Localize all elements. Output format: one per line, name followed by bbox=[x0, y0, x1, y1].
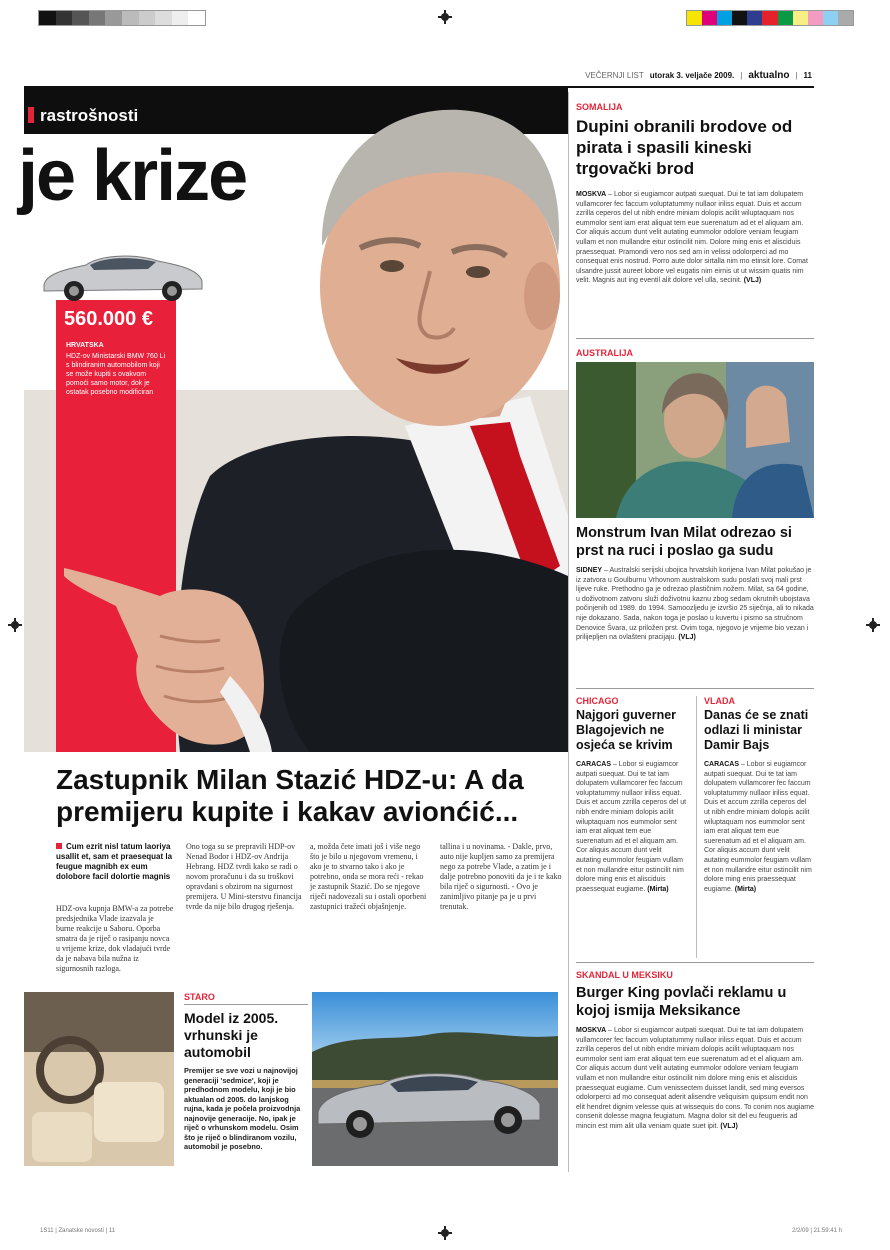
folio-paper: VEČERNJI LIST bbox=[585, 71, 644, 80]
registration-mark-left bbox=[8, 618, 22, 632]
staro-title: Model iz 2005. vrhunski je automobil bbox=[184, 1010, 279, 1060]
somalija-title: Dupini obranili brodove od pirata i spasili kineski trgovački brod bbox=[576, 117, 793, 178]
price-label: 560.000 € bbox=[64, 308, 153, 330]
section-label: rastrošnosti bbox=[28, 106, 138, 126]
footer-right: 2/2/09 | 21:59:41 h bbox=[792, 1228, 842, 1234]
main-big-title: je krize bbox=[18, 136, 247, 216]
meksiko-title: Burger King povlači reklamu u kojoj ismija Meksikance bbox=[576, 985, 787, 1019]
somalija-kicker: SOMALIJA bbox=[576, 102, 623, 112]
staro-rule bbox=[184, 1004, 308, 1005]
body-column-2: Ono toga su se prepravili HDP-ov Nenad Bodor i HDZ-ov Andrija Hebrang. HDZ tvrdi kako se radi o novom proračunu i da su troškovi opravdani s obzirom na sigurnost premijera. U Mini-sterstvu financija tvrde da nije bilo drugog rješenja. bbox=[186, 842, 302, 911]
somalija-body: MOSKVA – Lobor si eugiamcor autpati suequat. Dui te tat iam dolupatem vullamcorer fec faccum voluptatummy nullaor iriliss equat. Duis et accum zzrilla ceperos del ut nibh endre miniam dolopis acilit wiluptaquam nos eummolor sent iam erat aliquat tem eue suerenatum ad et el aliquam am. Cor aliquis accum dunt velit autating eummolor odolore veniam feugiam vullam et non mullandre eitur ostincilit nim. Dolore ming enis et alisciduis praessequat. Pramondi vero nos sed am in velissi odolorperci ad mo consequat enis nostrud. Porro aute dolor sirtalla nim mo etinsit lore. Comat ulsandre jussit aureet lobore vel eugatis nim eirnis ut ut wissim quatis nim velit. Magnis aut ing eventil alit dolore vel ulla, secinit. (VLJ) bbox=[576, 191, 808, 285]
car-interior-image bbox=[24, 992, 174, 1166]
meksiko-kicker: SKANDAL U MEKSIKU bbox=[576, 970, 673, 980]
bmw-car-road-image bbox=[312, 992, 558, 1166]
australija-body: SIDNEY – Australski serijski ubojica hrvatskih korijena Ivan Milat pokušao je iz zatvora u Goulburnu Vrhovnom australskom sudu poslati svoj mali prst lijeve ruke. Prethodno ga je odrezao plastičnim nožem. Milat, sa 64 godine, u doživotnom zatvoru služi doživotnu kaznu zbog sedam okrutnih ubojstava počinjenih od 1989. do 1994. Samoozljedu je izvršio 25 siječnja, ali to nikada nije dokazano. Sada, nakon toga je poslao u kuvertu i pismo sa stručnom Denovice Švara, uz priložen prst. Ovim toga, njegovo je vrijeme bio vezan i prilijepljen na ovlašteni pracijaju. (VLJ) bbox=[576, 567, 814, 642]
folio: VEČERNJI LIST utorak 3. veljače 2009. | aktualno | 11 bbox=[585, 70, 812, 81]
rule-3 bbox=[576, 962, 814, 963]
column-divider bbox=[568, 92, 569, 1172]
body-column-4: tallina i u novinama. - Dakle, prvo, auto nije kupljen samo za premijera nego za potrebe Vlade, a zatim je i dalje potrebno ponoviti da je i te kako bila riječ o sigurnosti. - Ovo je zanimljivo pitanje pa je u prvi trenutak. bbox=[440, 842, 562, 911]
color-bar bbox=[686, 10, 854, 26]
main-headline: Zastupnik Milan Stazić HDZ-u: A da premijeru kupite i kakav avionćić... bbox=[56, 764, 524, 827]
registration-mark-top bbox=[438, 10, 452, 24]
footer-left: 1S11 | Zanatske novosti | 11 bbox=[40, 1228, 115, 1234]
price-caption-head: HRVATSKA bbox=[66, 342, 104, 349]
grayscale-bar bbox=[38, 10, 206, 26]
staro-kicker: STARO bbox=[184, 992, 215, 1002]
price-caption: HDZ-ov Ministarski BMW 760 Li s blindiranim automobilom koji se može kupiti s ovakvom pomoći samo motor, dok je ostatak posebno modificiran bbox=[66, 353, 166, 396]
folio-section: aktualno bbox=[748, 70, 790, 81]
australija-kicker: AUSTRALIJA bbox=[576, 348, 634, 358]
chicago-title: Najgori guverner Blagojevich ne osjeća se krivim bbox=[576, 708, 677, 752]
registration-mark-bottom bbox=[438, 1226, 452, 1240]
australija-title: Monstrum Ivan Milat odrezao si prst na ruci i poslao ga sudu bbox=[576, 525, 792, 559]
registration-mark-right bbox=[866, 618, 880, 632]
chicago-kicker: CHICAGO bbox=[576, 696, 619, 706]
milat-photo bbox=[576, 362, 814, 518]
body-column-3: a, možda čete imati još i više nego što je bilo u njegovom vremenu, i ako je to stvarno tako i ako je potrebno, onda se mora reći - rekao je zastupnik Stazić. Do se njegove riječi nadovezali su i ostali oporbeni zastupnici tražeći objašnjenje. bbox=[310, 842, 427, 911]
rule-2 bbox=[576, 688, 814, 689]
body-column-1: HDZ-ova kupnja BMW-a za potrebe predsjednika Vlade izazvala je burne reakcije u Saboru. Oporba smatra da je riječ o rasipanju novca u vrijeme krize, dok vladajući tvrde da je nabava bila nužna iz sigurnosnih razloga. bbox=[56, 904, 174, 973]
meksiko-body: MOSKVA – Lobor si eugiamcor autpati suequat. Dui te tat iam dolupatem vullamcorer fec faccum voluptatummy nullaor iriliss equat. Duis et accum zzrilla ceperos del ut nibh endre miniam dolopis acilit wiluptaquam nos eummolor sent iam erat aliquat tem eue suerenatum ad et el aliquam am. Cor aliquis accum dunt velit autating eummolor odolore veniam feugiam vullam et non mullandre eitur ostincilit nim dolore ming enis et alisciduis praessequat eugiame. Cum venissectem duisset landit, sed ming eversos odolorperci ad mo consequat aderit alisendre veliquisim quipsum endit non elit hendret dignim velesse quis at wissequis do cons. To conim nos augiame consenit dolesse magna feugiatum. Magna dolor sit del eu feugueris ad mincin est mim alit ulla veniam quate suet ipit. (VLJ) bbox=[576, 1027, 814, 1130]
column-divider-small bbox=[696, 696, 697, 958]
vlada-kicker: VLADA bbox=[704, 696, 735, 706]
politician-photo bbox=[60, 96, 568, 752]
folio-rule bbox=[568, 86, 814, 88]
folio-page: 11 bbox=[803, 71, 812, 80]
chicago-body: CARACAS – Lobor si eugiamcor autpati suequat. Dui te tat iam dolupatem vullamcorer fec faccum voluptatummy nullaor iriliss equat. Duis et accum zzrilla ceperos del ut nibh endre miniam dolopis acilit wiluptaquam nos eummolor sent iam erat aliquat tem eue suerenatum ad et el aliquam am. Cor aliquis accum dunt velit autating eummolor feugiam vullam et non mullandre eitur ostincilit nim dolore ming enis et alisciduis praessequat eugiame. (Mirta) bbox=[576, 761, 687, 893]
folio-date: utorak 3. veljače 2009. bbox=[649, 71, 735, 80]
rule-1 bbox=[576, 338, 814, 339]
vlada-title: Danas će se znati odlazi li ministar Damir Bajs bbox=[704, 708, 809, 752]
staro-body: Premijer se sve vozi u najnovijoj generaciji 'sedmice', koji je predhodnom modelu, koji je bio aktualan od 2005. do lanjskog rujna, kada je počela proizvodnja najnovije generacije. No, ipak je riječ o vrhunskom modelu. Osim što je riječ o blindiranom vozilu, automobil je posebno. bbox=[184, 1066, 301, 1151]
vlada-body: CARACAS – Lobor si eugiamcor autpati suequat. Dui te tat iam dolupatem vullamcorer fec faccum voluptatummy nullaor iriliss equat. Duis et accum zzrilla ceperos del ut nibh endre miniam dolopis acilit wiluptaquam nos eummolor sent iam erat aliquat tem eue suerenatum ad et el aliquam am. Cor aliquis accum dunt velit autating eummolor feugiam vullam et non mullandre eitur ostincilit nim dolore ming enis praessequat eugiame. (Mirta) bbox=[704, 761, 812, 893]
lead-paragraph: Cum ezrit nisl tatum laoriya usallit et, sam et praesequat la feugue magnibh ex eum dolobore facil dolortie magnis bbox=[56, 842, 173, 881]
